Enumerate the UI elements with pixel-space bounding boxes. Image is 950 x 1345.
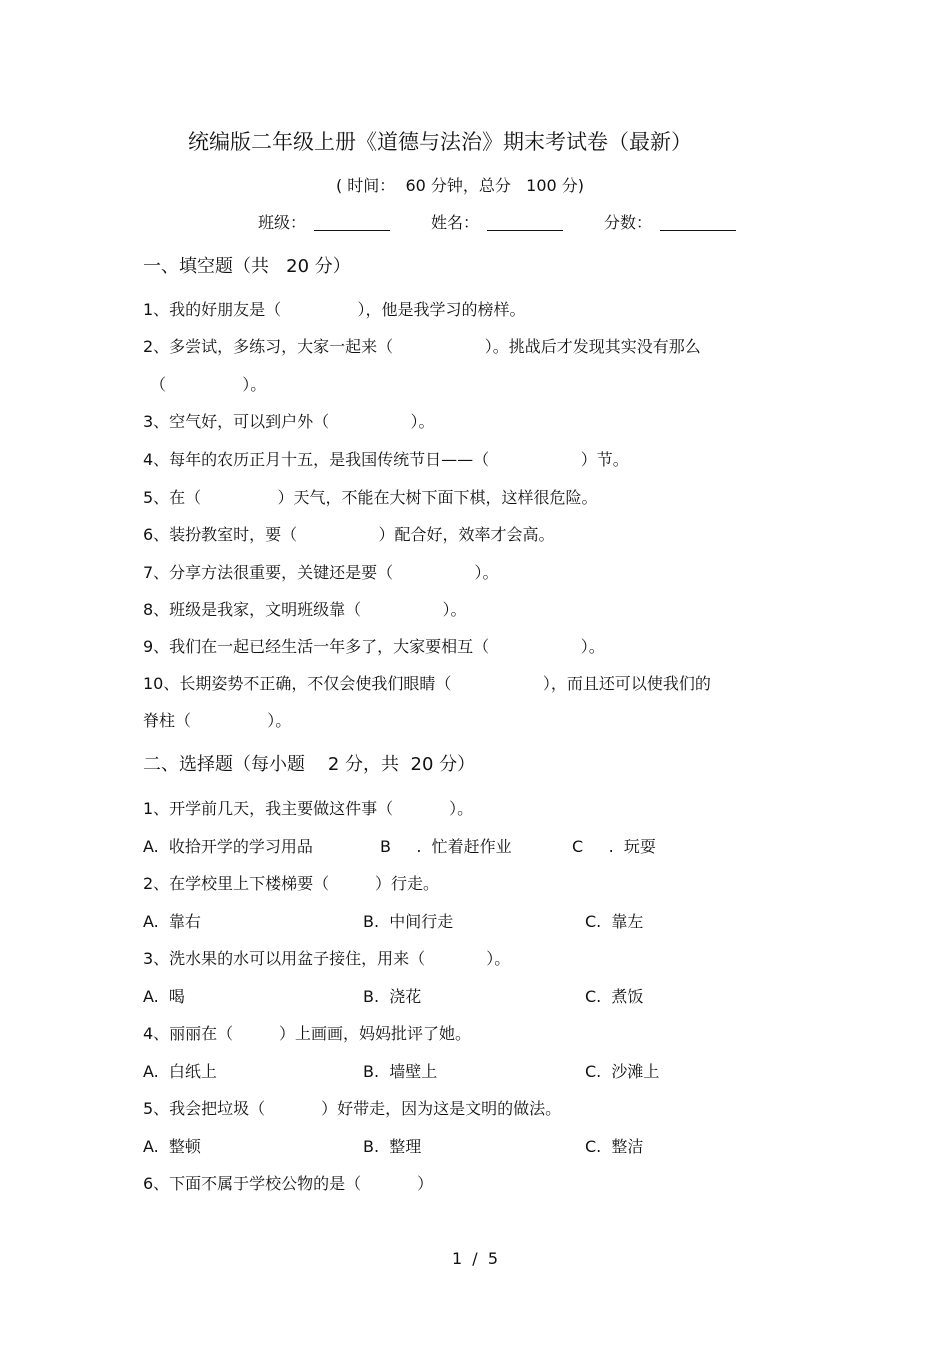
question-5: 5、在（ ）天气，不能在大树下面下棋，这样很危险。 — [143, 488, 598, 507]
choice-question-5: 5、我会把垃圾（ ）好带走，因为这是文明的做法。 — [143, 1099, 562, 1118]
question-2-continued: （ ）。 — [150, 375, 267, 394]
question-10-continued: 脊柱（ ）。 — [143, 711, 292, 730]
choice-5-option-c: C. 整洁 — [585, 1137, 644, 1156]
question-7: 7、分享方法很重要，关键还是要（ ）。 — [143, 563, 499, 582]
choice-1-option-c: C . 玩耍 — [572, 837, 656, 856]
choice-4-option-b: B. 墙壁上 — [363, 1062, 438, 1081]
choice-question-3: 3、洗水果的水可以用盆子接住，用来（ ）。 — [143, 949, 511, 968]
question-10: 10、长期姿势不正确，不仅会使我们眼睛（ ），而且还可以使我们的 — [143, 674, 711, 693]
class-field — [258, 211, 390, 235]
name-field — [431, 211, 563, 235]
score-label: 分数： — [604, 213, 653, 232]
choice-question-1: 1、开学前几天，我主要做这件事（ ）。 — [143, 799, 474, 818]
choice-4-option-a: A. 白纸上 — [143, 1062, 217, 1081]
choice-5-option-a: A. 整顿 — [143, 1137, 201, 1156]
choice-3-option-b: B. 浇花 — [363, 987, 422, 1006]
page-title: 统编版二年级上册《道德与法治》期末考试卷（最新） — [188, 130, 692, 154]
question-6: 6、装扮教室时，要（ ）配合好，效率才会高。 — [143, 525, 555, 544]
name-label: 姓名： — [431, 213, 480, 232]
question-3: 3、空气好，可以到户外（ ）。 — [143, 412, 435, 431]
choice-3-option-a: A. 喝 — [143, 987, 185, 1006]
choice-1-option-a: A. 收拾开学的学习用品 — [143, 837, 313, 856]
question-8: 8、班级是我家，文明班级靠（ ）。 — [143, 600, 467, 619]
section-choice-heading: 二、选择题（每小题 2 分，共 20 分） — [143, 754, 476, 775]
question-4: 4、每年的农历正月十五，是我国传统节日——（ ）节。 — [143, 450, 629, 469]
choice-question-4: 4、丽丽在（ ）上画画，妈妈批评了她。 — [143, 1024, 471, 1043]
section-fill-blank-heading: 一、填空题（共 20 分） — [143, 256, 351, 277]
choice-3-option-c: C. 煮饭 — [585, 987, 644, 1006]
choice-5-option-b: B. 整理 — [363, 1137, 422, 1156]
choice-2-option-c: C. 靠左 — [585, 912, 644, 931]
choice-question-2: 2、在学校里上下楼梯要（ ）行走。 — [143, 874, 439, 893]
choice-4-option-c: C. 沙滩上 — [585, 1062, 660, 1081]
exam-time-info: ( 时间： 60 分钟，总分 100 分) — [335, 176, 585, 195]
question-1: 1、我的好朋友是（ ），他是我学习的榜样。 — [143, 300, 526, 319]
score-blank — [660, 212, 736, 231]
choice-2-option-a: A. 靠右 — [143, 912, 201, 931]
choice-1-option-b: B . 忙着赶作业 — [380, 837, 512, 856]
name-blank — [487, 212, 563, 231]
class-blank — [314, 212, 390, 231]
question-9: 9、我们在一起已经生活一年多了，大家要相互（ ）。 — [143, 637, 605, 656]
page-number: 1 / 5 — [451, 1249, 499, 1268]
class-label: 班级： — [258, 213, 307, 232]
choice-question-6: 6、下面不属于学校公物的是（ ） — [143, 1174, 434, 1193]
score-field — [604, 211, 736, 235]
choice-2-option-b: B. 中间行走 — [363, 912, 454, 931]
question-2: 2、多尝试，多练习，大家一起来（ ）。挑战后才发现其实没有那么 — [143, 337, 701, 356]
